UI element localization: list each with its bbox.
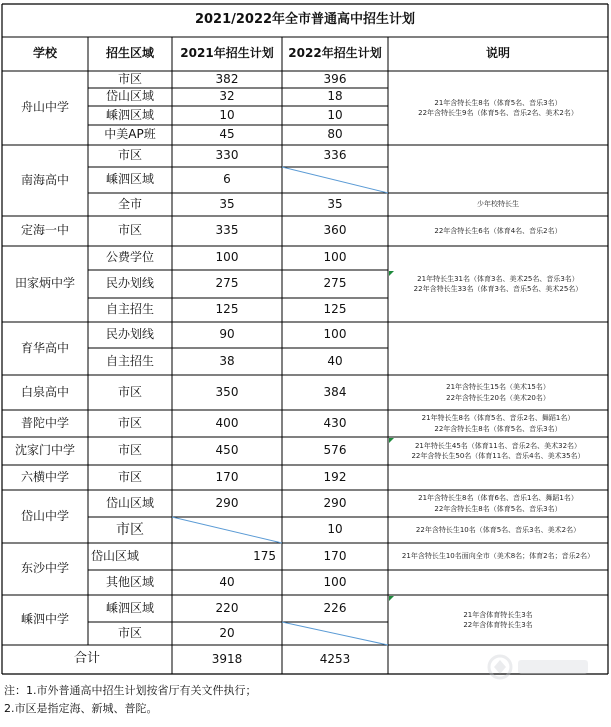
plan-2021-cell: 382: [215, 71, 239, 86]
plan-2021-cell: 275: [215, 276, 239, 291]
plan-2022-cell: 35: [327, 196, 343, 211]
area-cell: 市区: [117, 625, 142, 640]
header-area: 招生区域: [105, 46, 154, 61]
area-cell: 市区: [117, 384, 142, 399]
note-line: 21年含特长生8名（体育5名、音乐3名）: [434, 98, 562, 107]
note-cell: [388, 517, 608, 543]
note-line: 22年含特长生33名（体育3名、音乐5名、美术25名）: [413, 285, 583, 293]
plan-2021-cell: 38: [219, 353, 235, 368]
area-cell: 公费学位: [105, 250, 154, 265]
area-cell: 岱山区域: [105, 495, 154, 510]
area-cell: 市区: [116, 521, 144, 538]
plan-2022-cell: 125: [323, 302, 347, 317]
note-cell: [388, 437, 608, 465]
note-cell: [388, 595, 608, 645]
area-cell: 岱山区域: [105, 89, 154, 104]
area-cell: 市区: [117, 71, 142, 86]
table-title: 2021/2022年全市普通高中招生计划: [194, 12, 416, 28]
note-line: 22年含特长生50名（体育11名、音乐4名、美术35名）: [411, 452, 585, 460]
plan-2022-cell: 80: [327, 127, 343, 142]
plan-2021-cell: [172, 517, 282, 543]
header-notes: 说明: [485, 46, 510, 61]
plan-2022-cell: 430: [323, 415, 347, 430]
school-name: 沈家门中学: [14, 443, 75, 458]
total-2022: 4253: [319, 651, 351, 666]
note-cell: [388, 543, 608, 570]
plan-2022-cell: 10: [327, 107, 343, 122]
plan-2022-cell: 192: [323, 469, 347, 484]
area-cell: 市区: [117, 415, 142, 430]
plan-2022-cell: 384: [323, 384, 347, 399]
plan-2022-cell: 100: [323, 574, 347, 589]
plan-2021-cell: 400: [215, 415, 239, 430]
area-cell: 民办划线: [105, 327, 154, 342]
plan-2021-cell: 450: [215, 443, 239, 458]
plan-2022-cell: 360: [323, 223, 347, 238]
plan-2022-cell: 40: [327, 353, 343, 368]
plan-2022-cell: 576: [323, 443, 347, 458]
school-name: 白泉高中: [20, 384, 69, 399]
area-cell: 市区: [117, 443, 142, 458]
header-plan-2022: 2022年招生计划: [288, 46, 382, 61]
plan-2022-cell: 336: [323, 148, 347, 163]
area-cell: 自主招生: [105, 353, 154, 368]
plan-2022-cell: 18: [327, 89, 343, 104]
header-school: 学校: [32, 46, 57, 61]
plan-2021-cell: 330: [215, 148, 239, 163]
total-label: 合计: [73, 651, 100, 667]
school-name: 田家炳中学: [14, 276, 75, 291]
plan-2021-cell: 220: [215, 600, 239, 615]
area-cell: 其他区域: [105, 574, 154, 589]
plan-2021-cell: 10: [219, 107, 235, 122]
plan-2021-cell: 175: [253, 548, 276, 563]
total-2021: 3918: [211, 651, 243, 666]
plan-2022-cell: 10: [327, 522, 343, 537]
area-cell: 中美AP班: [104, 127, 156, 142]
plan-2022-cell: [282, 167, 388, 193]
plan-2021-cell: 6: [223, 172, 231, 187]
area-cell: 嵊泗区域: [105, 107, 154, 122]
plan-2021-cell: 170: [215, 469, 239, 484]
area-cell: 市区: [117, 148, 142, 163]
plan-2021-cell: 35: [219, 196, 235, 211]
area-cell: 自主招生: [105, 302, 154, 317]
plan-2022-cell: 290: [323, 495, 347, 510]
area-cell: 民办划线: [105, 276, 154, 291]
note-line: 22年含特长生9名（体育5名、音乐2名、美术2名）: [418, 109, 578, 117]
note-cell: [388, 410, 608, 437]
note-line: 21年含特长生8名（体育6名、音乐1名、舞蹈1名）: [418, 494, 578, 503]
area-cell: 全市: [117, 196, 142, 211]
watermark-logo: [486, 651, 596, 683]
note-cell: [388, 490, 608, 517]
footer-note-2: 2.市区是指定海、新城、普陀。: [4, 702, 158, 715]
plan-2022-cell: 100: [323, 327, 347, 342]
plan-2021-cell: 125: [215, 302, 239, 317]
area-cell: 嵊泗区域: [105, 600, 154, 615]
note-cell: [388, 71, 608, 145]
note-line: 21年特长生45名（体育11名、音乐2名、美术32名）: [414, 441, 582, 450]
note-line: 22年含特长生10名（体育5名、音乐3名、美术2名）: [415, 525, 581, 534]
plan-2022-cell: 275: [323, 276, 347, 291]
footer-note-1: 注：1.市外普通高中招生计划按省厅有关文件执行；: [4, 684, 257, 697]
plan-2022-cell: 226: [323, 600, 347, 615]
note-cell: [388, 246, 608, 322]
plan-2021-cell: 45: [219, 127, 235, 142]
school-name: 育华高中: [20, 340, 69, 355]
school-name: 舟山中学: [20, 100, 69, 115]
plan-2022-cell: 170: [323, 548, 347, 563]
plan-2022-cell: 396: [323, 71, 347, 86]
note-cell: [388, 375, 608, 410]
plan-2021-cell: 20: [219, 625, 235, 640]
plan-2022-cell: 100: [323, 250, 347, 265]
note-line: 22年含特长生8名（体育5名、音乐3名）: [434, 504, 562, 513]
plan-2021-cell: 32: [219, 89, 235, 104]
note-line: 21年含特长生15名（美术15名）: [446, 383, 550, 392]
school-name: 定海一中: [20, 223, 69, 238]
header-plan-2021: 2021年招生计划: [180, 46, 274, 61]
plan-2021-cell: 335: [215, 223, 239, 238]
school-name: 南海高中: [20, 172, 69, 187]
school-name: 普陀中学: [20, 415, 69, 430]
area-cell: 岱山区域: [91, 548, 140, 563]
school-name: 岱山中学: [20, 508, 69, 523]
note-line: 21年含特长生10名面向全市（美术8名；体育2名；音乐2名）: [401, 552, 595, 561]
note-line: 21年特长生8名（体育5名、音乐2名、舞蹈1名）: [421, 414, 575, 423]
school-name: 东沙中学: [20, 561, 69, 576]
plan-2022-cell: [282, 622, 388, 645]
area-cell: 市区: [117, 223, 142, 238]
note-line: 22年含体育特长生3名: [463, 621, 533, 629]
area-cell: 嵊泗区域: [105, 172, 154, 187]
plan-2021-cell: 90: [219, 327, 235, 342]
note-line: 22年含特长生6名（体育4名、音乐2名）: [434, 226, 562, 235]
note-line: 22年含特长生8名（体育5名、音乐3名）: [434, 424, 562, 433]
plan-2021-cell: 350: [215, 384, 239, 399]
note-line: 21年特长生31名（体育3名、美术25名、音乐3名）: [417, 274, 579, 283]
note-cell: [388, 216, 608, 246]
note-cell: [388, 193, 608, 216]
school-name: 六横中学: [20, 469, 69, 484]
note-line: 22年含特长生20名（美术20名）: [446, 393, 550, 402]
note-line: 少年校特长生: [477, 200, 519, 209]
note-line: 21年含体育特长生3名: [463, 610, 533, 619]
school-name: 嵊泗中学: [20, 612, 69, 627]
plan-2021-cell: 290: [215, 495, 239, 510]
area-cell: 市区: [117, 469, 142, 484]
plan-2021-cell: 40: [219, 574, 235, 589]
plan-2021-cell: 100: [215, 250, 239, 265]
